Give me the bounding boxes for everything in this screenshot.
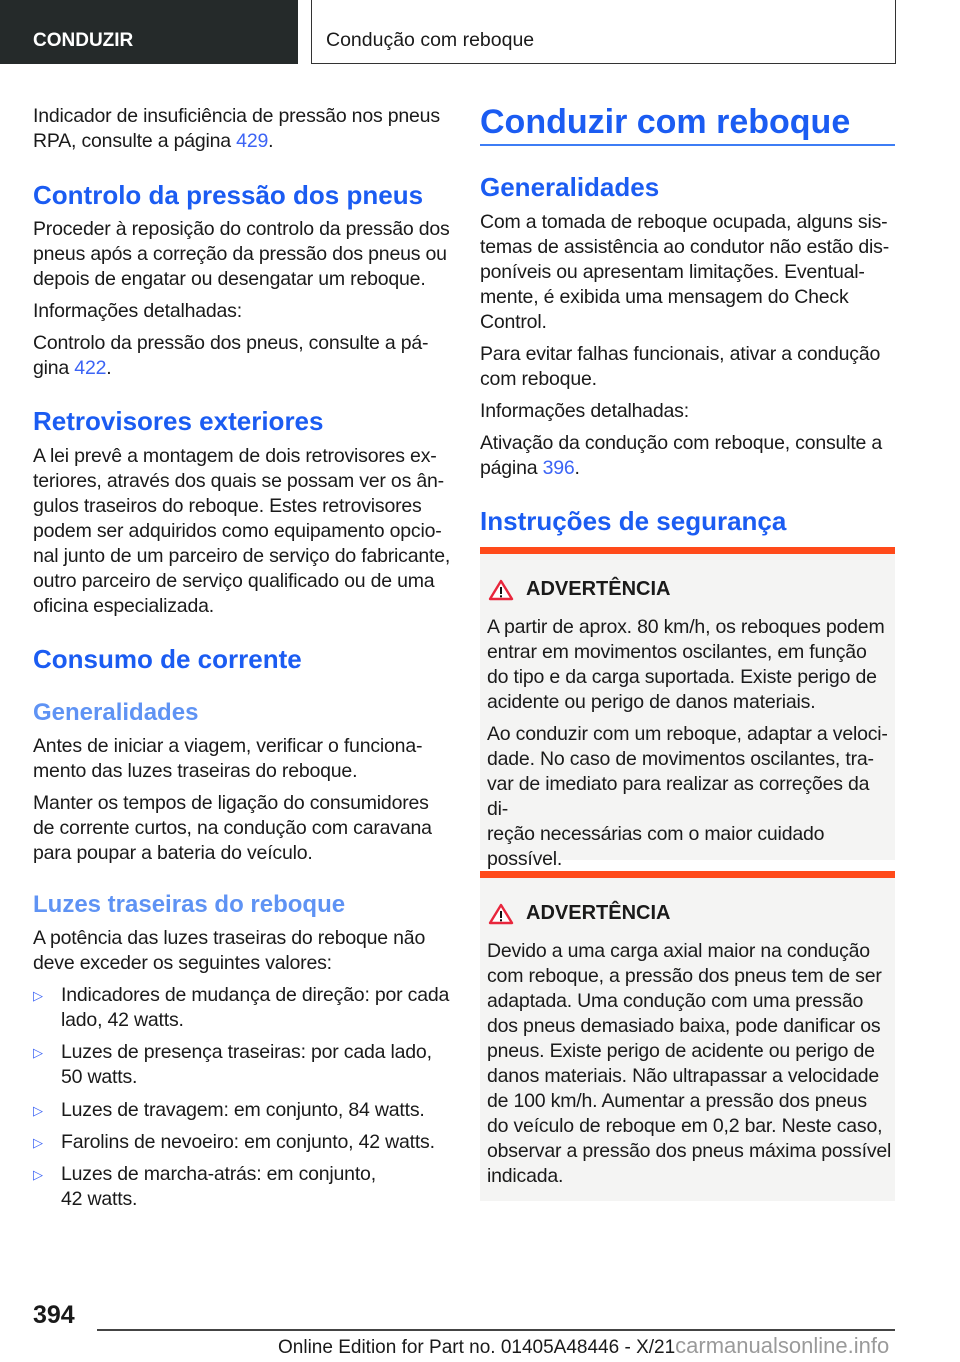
list-item-text: Indicadores de mudança de direção: por cada lado, 42 watts.	[61, 984, 450, 1031]
paragraph-details: Informações detalhadas:	[33, 300, 242, 322]
ref-text: Ativação da condução com reboque, consulte a página	[480, 432, 883, 479]
triangle-bullet-icon: ▷	[33, 1167, 43, 1182]
list-item-text: Luzes de travagem: em conjunto, 84 watts.	[61, 1099, 425, 1121]
watermark: carmanualsonline.info	[675, 1333, 890, 1358]
warning-triangle-icon	[488, 579, 514, 601]
heading-mirrors: Retrovisores exteriores	[33, 406, 324, 436]
list-item-text: Farolins de nevoeiro: em conjunto, 42 watts.	[61, 1131, 435, 1153]
triangle-bullet-icon: ▷	[33, 1103, 43, 1118]
ref-text: Controlo da pressão dos pneus, consulte a pá- gina	[33, 332, 429, 379]
punct: .	[574, 457, 580, 479]
warning-text: Ao conduzir com um reboque, adaptar a veloci- dade. No caso de movimentos oscilantes, tra- var de imediato para realizar as correções da di- reção necessárias com o maior cuidado possível.	[487, 723, 888, 870]
paragraph-mirrors: A lei prevê a montagem de dois retrovisores ex- teriores, através dos quais se possam ver os ân- gulos traseiros do reboque. Estes retrovisores podem ser adquiridos como equipamento opcio- nal junto de um parceiro de serviço do fabricante, outro parceiro de serviço qualificado ou de uma oficina especializada.	[33, 445, 451, 617]
heading-power: Consumo de corrente	[33, 644, 302, 674]
paragraph-general-2: Manter os tempos de ligação do consumidores de corrente curtos, na condução com caravana para poupar a bateria do veículo.	[33, 792, 432, 864]
list-item-text: Luzes de marcha-atrás: em conjunto, 42 watts.	[61, 1163, 376, 1210]
triangle-bullet-icon: ▷	[33, 1135, 43, 1150]
chapter-header	[311, 0, 896, 64]
warning-header	[488, 578, 670, 601]
triangle-bullet-icon: ▷	[33, 988, 43, 1003]
paragraph-trailer-lights: A potência das luzes traseiras do reboque não deve exceder os seguintes valores:	[33, 927, 426, 974]
heading-general: Generalidades	[480, 172, 660, 202]
page-link-422[interactable]: 422	[74, 357, 107, 379]
intro-paragraph	[33, 104, 453, 154]
paragraph-tire-pressure: Proceder à reposição do controlo da pressão dos pneus após a correção da pressão dos pneus ou depois de engatar ou desengatar um reboque.	[33, 218, 450, 290]
paragraph-general-1: Antes de iniciar a viagem, verificar o funciona- mento das luzes traseiras do reboque.	[33, 735, 423, 782]
page-number: 394	[33, 1301, 75, 1329]
chapter-label: Condução com reboque	[326, 29, 535, 51]
footer-rule	[97, 1329, 895, 1331]
heading-tire-pressure: Controlo da pressão dos pneus	[33, 180, 424, 210]
warning-header	[488, 902, 670, 925]
paragraph-details: Informações detalhadas:	[480, 400, 689, 422]
warning-box	[480, 547, 895, 870]
subheading-general: Generalidades	[33, 699, 199, 726]
edition-text: Online Edition for Part no. 01405A48446 - X/21	[278, 1337, 676, 1358]
list-item-text: Luzes de presença traseiras: por cada lado, 50 watts.	[61, 1041, 432, 1088]
section-label: CONDUZIR	[33, 30, 134, 51]
subheading-trailer-lights: Luzes traseiras do reboque	[33, 891, 346, 918]
page-link-429[interactable]: 429	[236, 130, 269, 152]
warning-text: A partir de aprox. 80 km/h, os reboques podem entrar em movimentos oscilantes, em função do tipo e da carga suportada. Existe perigo de acidente ou perigo de danos materiais.	[487, 616, 885, 713]
warning-box	[480, 871, 895, 1201]
paragraph-ref-422	[33, 331, 453, 381]
paragraph-general-1: Com a tomada de reboque ocupada, alguns sis- temas de assistência ao condutor não estão dis- poníveis ou apresentam limitações. Eventual- mente, é exibida uma mensagem do Check Control.	[480, 211, 890, 333]
warning-triangle-icon	[488, 903, 514, 925]
page-title: Conduzir com reboque	[480, 102, 895, 146]
intro-text: Indicador de insuficiência de pressão nos pneus RPA, consulte a página	[33, 105, 440, 152]
heading-safety: Instruções de segurança	[480, 506, 787, 536]
warning-label: ADVERTÊNCIA	[526, 578, 671, 600]
warning-text: Devido a uma carga axial maior na condução com reboque, a pressão dos pneus tem de ser adaptada. Uma condução com uma pressão dos pneus demasiado baixa, pode danificar os pneus. Existe perigo de acidente ou perigo de danos materiais. Não ultrapassar a velocidade de 100 km/h. Aumentar a pressão dos pneus do veículo de reboque em 0,2 bar. Neste caso, observar a pressão dos pneus máxima possível indicada.	[487, 940, 892, 1187]
warning-label: ADVERTÊNCIA	[526, 902, 671, 924]
footer	[278, 1333, 889, 1359]
paragraph-general-2: Para evitar falhas funcionais, ativar a condução com reboque.	[480, 343, 881, 390]
triangle-bullet-icon: ▷	[33, 1045, 43, 1060]
section-tab	[0, 0, 298, 64]
paragraph-ref-396	[480, 431, 895, 481]
punct: .	[106, 357, 112, 379]
punct: .	[268, 130, 274, 152]
page-link-396[interactable]: 396	[542, 457, 575, 479]
